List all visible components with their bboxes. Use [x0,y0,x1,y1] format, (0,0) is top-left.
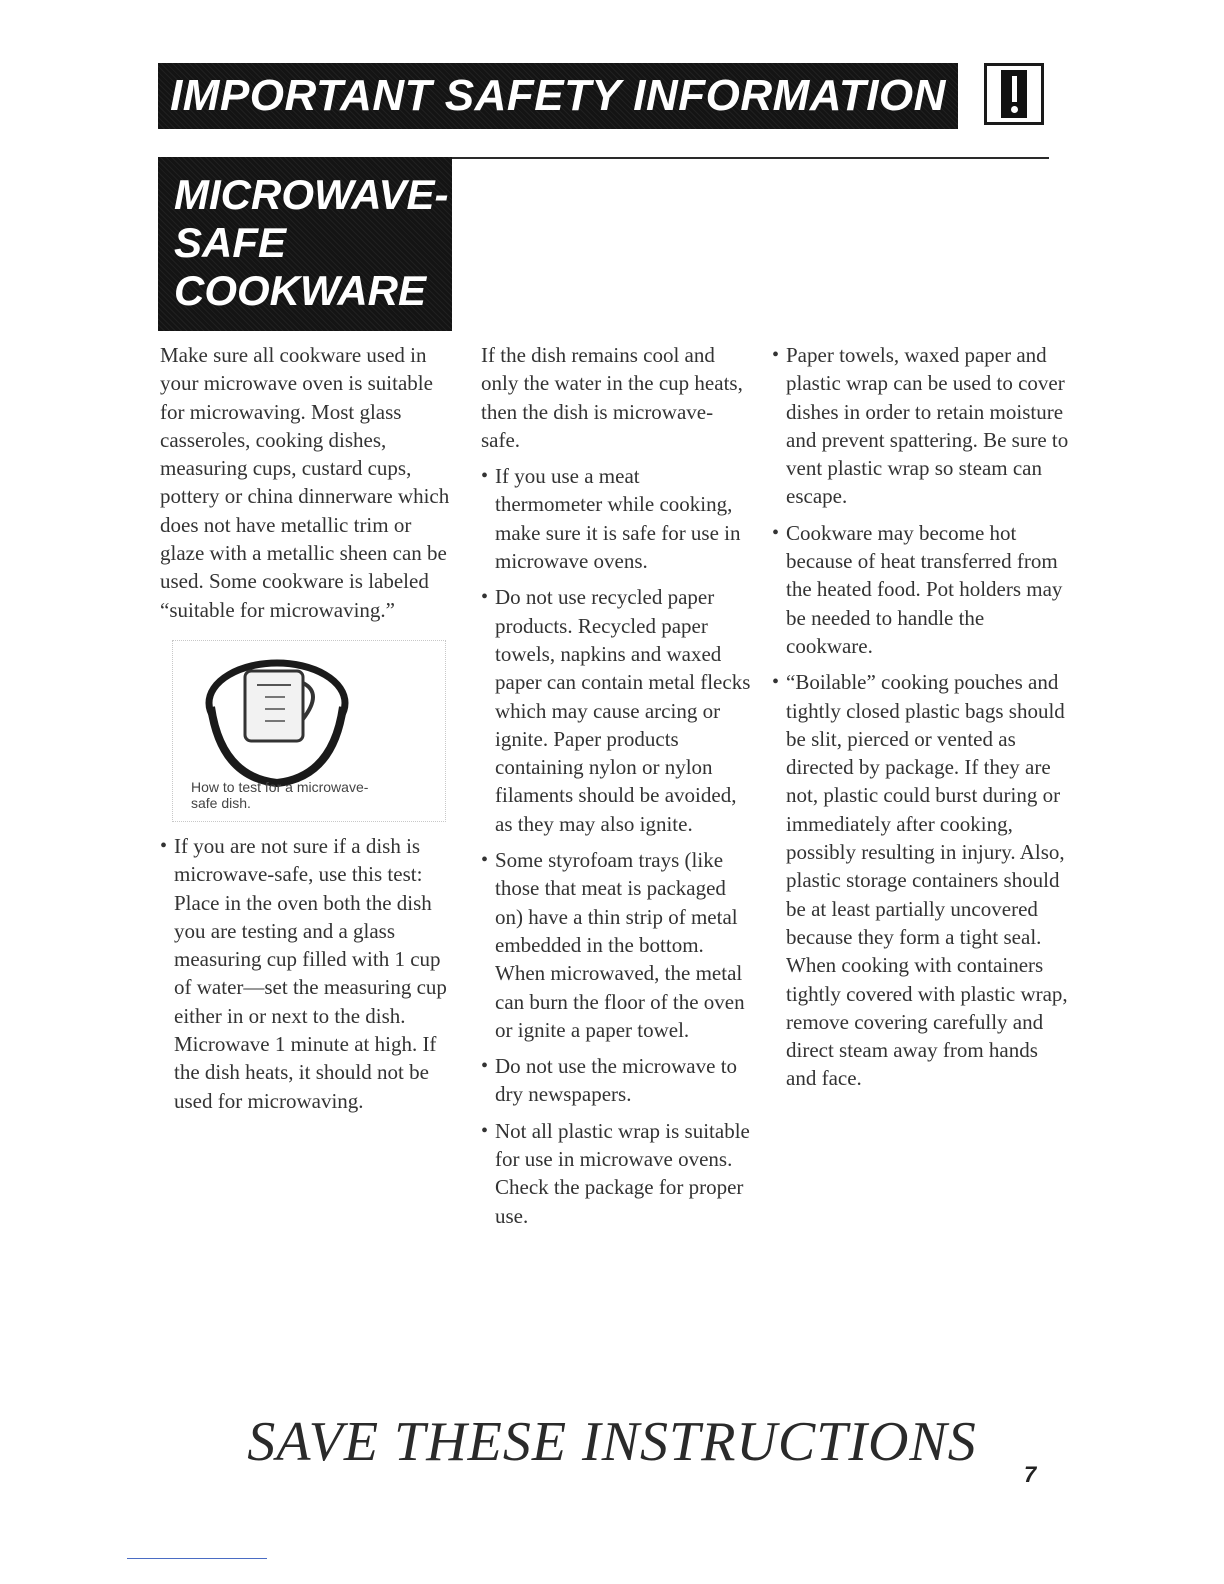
column-1 [160,341,450,1123]
bullet-item [772,668,1072,1092]
column-2 [481,341,751,1238]
bullet-text: Some styrofoam trays (like those that meat is packaged on) have a thin strip of metal embedded in the bottom. When microwaved, the metal can burn the floor of the oven or ignite a paper towel. [495,848,745,1042]
section-title-line-3: COOKWARE [174,267,426,314]
bullet-text: Not all plastic wrap is suitable for use in microwave ovens. Check the package for proper use. [495,1118,750,1228]
bullet-text: Do not use recycled paper products. Recycled paper towels, napkins and waxed paper can contain metal flecks which may cause arcing or ignite. Paper products containing nylon or nylon filaments should be avoided, as they may also ignite. [495,585,751,836]
section-rule [452,157,1049,159]
bullet-dot: • [481,465,489,488]
bullet-text: Paper towels, waxed paper and plastic wrap can be used to cover dishes in order to retain moisture and prevent spattering. Be sure to vent plastic wrap so steam can escape. [786,343,1069,509]
figure-caption: How to test for a microwave-safe dish. [191,778,369,811]
bullet-dot: • [481,849,489,872]
column-3 [772,341,1072,1101]
bullet-dot: • [772,344,780,366]
bullet-item [481,1117,751,1230]
section-title-line-2: SAFE [174,219,287,266]
bullet-dot: • [772,671,780,694]
bullet-item [481,1052,751,1109]
intro-paragraph: Make sure all cookware used in your microwave oven is suitable for microwaving. Most glass casseroles, cooking dishes, measuring cups, custard cups, pottery or china dinnerware which does not have metallic trim or glaze with a metallic sheen can be used. Some cookware is labeled “suitable for microwaving.” [160,343,450,622]
bullet-dot: • [481,586,489,609]
exclamation-mark [1001,70,1027,118]
header-banner [158,63,958,129]
bullet-text: If you are not sure if a dish is microwave-safe, use this test: Place in the oven both the dish you are testing and a glass measuring cup filled with 1 cup of water—set the measuring cup either in or next to the dish. Microwave 1 minute at high. If the dish heats, it should not be used for microwaving. [174,833,447,1113]
bullet-text: “Boilable” cooking pouches and tightly closed plastic bags should be slit, pierced or vented as directed by package. If they are not, plastic could burst during or immediately after cooking, possibly resulting in injury. Also, plastic storage containers should be at least partially uncovered because they form a tight seal. When cooking with containers tightly covered with plastic wrap, remove covering carefully and direct steam away from hands and face. [786,670,1068,1091]
bullet-item [481,583,751,838]
bullet-text: If you use a meat thermometer while cooking, make sure it is safe for use in microwave ovens. [495,464,741,574]
page-number: 7 [1024,1462,1037,1487]
bullet-text: Cookware may become hot because of heat transferred from the heated food. Pot holders may be needed to handle the cookware. [786,520,1063,658]
bullet-item [481,462,751,575]
bullet-dot: • [772,521,780,544]
bullet-item [772,341,1072,511]
banner-title: IMPORTANT SAFETY INFORMATION [170,71,946,120]
bullet-item [772,519,1072,660]
save-instructions-footer: SAVE THESE INSTRUCTIONS [247,1411,977,1473]
bullet-dot: • [481,1055,489,1078]
bullet-dot: • [481,1119,489,1142]
dish-test-figure [172,640,446,822]
bullet-dot: • [160,834,168,857]
exclamation-box-icon [984,63,1044,125]
continuation-paragraph: If the dish remains cool and only the water in the cup heats, then the dish is microwave-safe. [481,343,743,452]
section-title-line-1: MICROWAVE- [174,171,449,218]
bullet-item [160,832,450,1115]
bottom-decorative-line [127,1558,267,1559]
bullet-text: Do not use the microwave to dry newspapers. [495,1054,738,1107]
bullet-item [481,846,751,1044]
section-title-block [158,157,452,331]
